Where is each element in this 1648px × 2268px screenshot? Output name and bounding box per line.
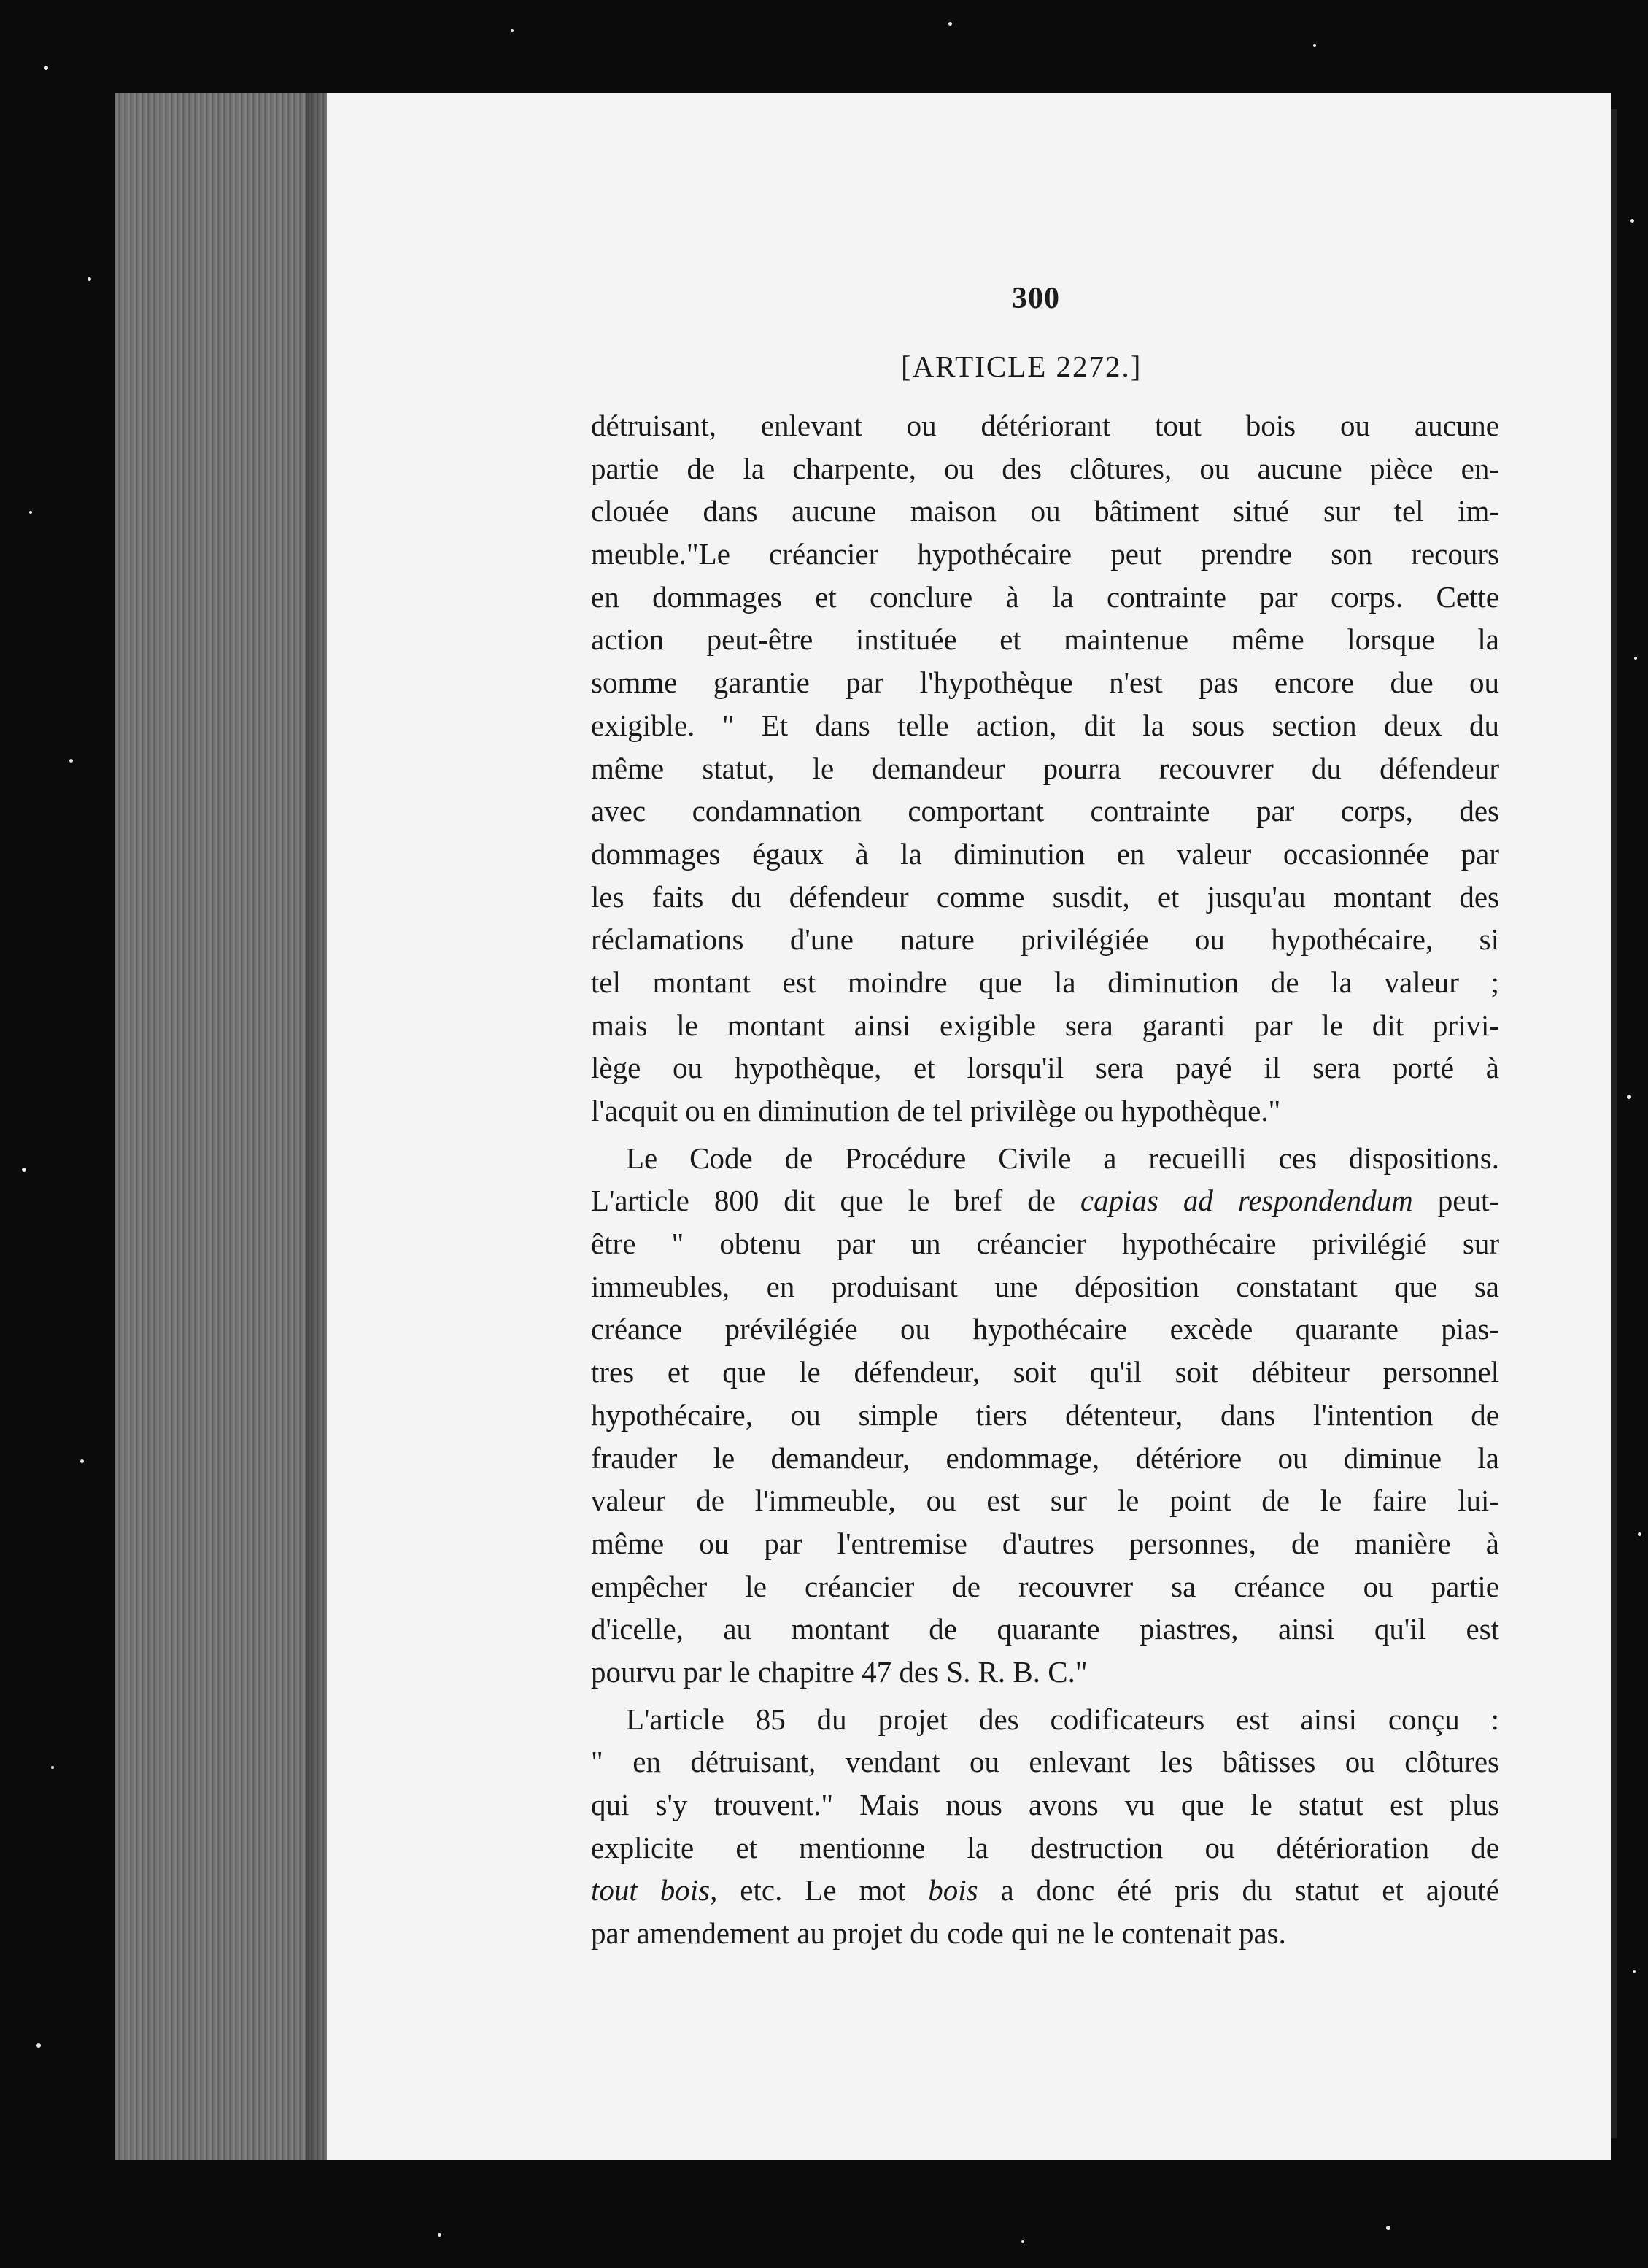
text-line	[591, 490, 1499, 533]
dust-speck	[948, 22, 952, 26]
text-line	[591, 918, 1499, 961]
text-line	[591, 1740, 1499, 1783]
text-run: tres et que le défendeur, soit qu'il soit débiteur personnel	[591, 1355, 1499, 1389]
dust-speck	[511, 29, 514, 32]
text-run: tel montant est moindre que la diminution de la valeur ;	[591, 965, 1499, 999]
text-line	[591, 1265, 1499, 1308]
text-run: peut-	[1412, 1184, 1499, 1218]
text-line	[591, 833, 1499, 876]
text-run: créance prévilégiée ou hypothécaire excède quarante pias-	[591, 1312, 1499, 1346]
text-line	[591, 1046, 1499, 1089]
gutter-shadow	[306, 93, 328, 2160]
text-run: meuble."Le créancier hypothécaire peut prendre son recours	[591, 537, 1499, 571]
text-line	[591, 1698, 1499, 1741]
text-line	[591, 1565, 1499, 1608]
text-run: frauder le demandeur, endommage, détériore ou diminue la	[591, 1440, 1499, 1475]
text-line	[591, 876, 1499, 919]
dust-speck	[22, 1168, 26, 1172]
text-line	[591, 1222, 1499, 1265]
dust-speck	[29, 511, 32, 514]
text-line	[591, 704, 1499, 747]
text-line	[591, 1479, 1499, 1522]
text-line	[591, 747, 1499, 790]
dust-speck	[1021, 2240, 1024, 2243]
text-run: l'acquit ou en diminution de tel privilège ou hypothèque."	[591, 1094, 1281, 1127]
text-line	[591, 1827, 1499, 1870]
text-run: même statut, le demandeur pourra recouvrer du défendeur	[591, 751, 1499, 785]
text-line	[591, 1308, 1499, 1351]
text-line	[591, 1179, 1499, 1222]
text-line	[591, 1522, 1499, 1565]
text-line	[591, 1089, 1499, 1133]
text-run: pourvu par le chapitre 47 des S. R. B. C."	[591, 1654, 1088, 1689]
text-line	[591, 1869, 1499, 1912]
text-run: partie de la charpente, ou des clôtures, ou aucune pièce en-	[591, 451, 1499, 485]
dust-speck	[1638, 1532, 1641, 1536]
text-run: par amendement au projet du code qui ne le contenait pas.	[591, 1916, 1286, 1951]
italic-text: bois	[928, 1873, 978, 1908]
text-line	[591, 790, 1499, 833]
text-run: en dommages et conclure à la contrainte par corps. Cette	[591, 579, 1499, 614]
text-line	[591, 618, 1499, 661]
text-line	[591, 1437, 1499, 1480]
text-run: , etc. Le mot	[710, 1873, 929, 1908]
dust-speck	[1627, 1095, 1631, 1099]
text-run: hypothécaire, ou simple tiers détenteur, dans l'intention de	[591, 1397, 1499, 1432]
text-line	[591, 1351, 1499, 1394]
text-line	[591, 661, 1499, 704]
text-run: les faits du défendeur comme susdit, et jusqu'au montant des	[591, 879, 1499, 914]
text-run: avec condamnation comportant contrainte par corps, des	[591, 794, 1499, 828]
dust-speck	[1313, 44, 1316, 47]
text-run: d'icelle, au montant de quarante piastres, ainsi qu'il est	[591, 1612, 1499, 1646]
page-number: 300	[1012, 282, 1060, 315]
text-run: dommages égaux à la diminution en valeur occasionnée par	[591, 836, 1499, 871]
text-line	[591, 961, 1499, 1004]
book-page-edges	[115, 93, 327, 2160]
text-line	[591, 1394, 1499, 1437]
text-run: mais le montant ainsi exigible sera garanti par le dit privi-	[591, 1008, 1499, 1042]
dust-speck	[1630, 219, 1634, 223]
text-run: être " obtenu par un créancier hypothécaire privilégié sur	[591, 1227, 1499, 1261]
text-line	[591, 533, 1499, 576]
text-run: a donc été pris du statut et ajouté	[978, 1873, 1500, 1908]
text-run: lège ou hypothèque, et lorsqu'il sera payé il sera porté à	[591, 1051, 1499, 1085]
text-line	[591, 1137, 1499, 1180]
text-run: qui s'y trouvent." Mais nous avons vu que le statut est plus	[591, 1788, 1499, 1821]
dust-speck	[51, 1766, 54, 1769]
text-run: explicite et mentionne la destruction ou détérioration de	[591, 1830, 1499, 1864]
text-run: même ou par l'entremise d'autres personnes, de manière à	[591, 1526, 1499, 1560]
page-header: [ARTICLE 2272.]	[901, 350, 1142, 383]
text-run: exigible. " Et dans telle action, dit la sous section deux du	[591, 708, 1499, 742]
dust-speck	[1633, 1970, 1636, 1973]
text-run: somme garantie par l'hypothèque n'est pas encore due ou	[591, 666, 1499, 700]
text-run: " en détruisant, vendant ou enlevant les bâtisses ou clôtures	[591, 1745, 1499, 1779]
text-run: empêcher le créancier de recouvrer sa créance ou partie	[591, 1569, 1499, 1603]
text-run: détruisant, enlevant ou détériorant tout bois ou aucune	[591, 409, 1499, 442]
text-line	[591, 1004, 1499, 1047]
dust-speck	[88, 277, 91, 281]
dust-speck	[438, 2233, 441, 2237]
dust-speck	[69, 759, 73, 763]
text-run: action peut-être instituée et maintenue même lorsque la	[591, 622, 1499, 657]
dust-speck	[1386, 2226, 1390, 2230]
text-line	[591, 447, 1499, 490]
dust-speck	[36, 2043, 41, 2048]
dust-speck	[1634, 657, 1637, 660]
text-line	[591, 576, 1499, 619]
text-line	[591, 1783, 1499, 1827]
text-run: immeubles, en produisant une déposition constatant que sa	[591, 1269, 1499, 1303]
text-line	[591, 404, 1499, 447]
dust-speck	[80, 1459, 84, 1463]
italic-text: capias ad respondendum	[1080, 1184, 1413, 1218]
page-right-edge	[1611, 109, 1617, 2138]
text-line	[591, 1651, 1499, 1694]
text-run: valeur de l'immeuble, ou est sur le point de le faire lui-	[591, 1484, 1499, 1518]
text-run: réclamations d'une nature privilégiée ou hypothécaire, si	[591, 922, 1499, 957]
text-run: Le Code de Procédure Civile a recueilli ces dispositions.	[626, 1141, 1499, 1175]
text-line	[591, 1608, 1499, 1651]
text-line	[591, 1912, 1499, 1955]
dust-speck	[44, 66, 48, 70]
text-run: L'article 800 dit que le bref de	[591, 1184, 1080, 1218]
body-text	[591, 404, 1499, 1955]
text-run: clouée dans aucune maison ou bâtiment situé sur tel im-	[591, 494, 1499, 528]
text-run: L'article 85 du projet des codificateurs est ainsi conçu :	[626, 1702, 1499, 1736]
italic-text: tout bois	[591, 1873, 711, 1908]
